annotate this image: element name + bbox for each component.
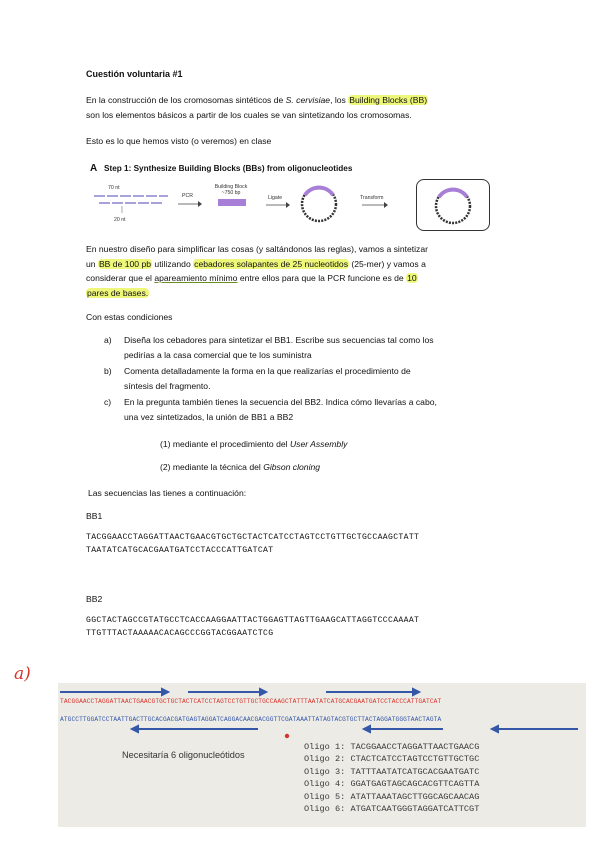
intro-text-3: son los elementos básicos a partir de los cuales se van sintetizando los cromosomas. — [86, 109, 412, 120]
question-marker: b) — [104, 366, 112, 376]
design-paragraph — [86, 242, 526, 300]
question-marker: c) — [104, 397, 112, 407]
sub-item-term: User Assembly — [289, 439, 348, 449]
pairs-highlight: pares de bases. — [87, 287, 149, 298]
oligo-label: Oligo 2: — [304, 754, 346, 765]
oligo-seq: ATATTAAATAGCTTGGCAGCAACAG — [350, 791, 480, 802]
oligo-row — [304, 753, 479, 765]
sub-item-2 — [160, 460, 320, 475]
design-text: entre ellos para que la PCR funcione es de — [237, 273, 407, 283]
intro-bb-term: Building Blocks (BB) — [349, 95, 428, 105]
label-pcr: PCR — [182, 193, 193, 199]
ten-highlight: 10 — [407, 273, 417, 283]
bb2-sequence — [86, 615, 419, 640]
label-70nt: 70 nt — [108, 185, 120, 191]
arrow-icon — [178, 201, 202, 207]
sub-item-text: (2) mediante la técnica del — [160, 462, 264, 472]
answer-marker: a) — [14, 664, 31, 684]
design-text: un — [86, 258, 98, 269]
oligo-seq: ATGATCAATGGGTAGGATCATTCGT — [350, 804, 480, 815]
figure-title: Step 1: Synthesize Building Blocks (BBs) from oligonucleotides — [104, 164, 353, 173]
oligo-count-note: Necesitaría 6 oligonucleótidos — [122, 750, 245, 760]
label-ligate: Ligate — [268, 195, 283, 201]
primer-arrows — [58, 683, 586, 743]
label-bp: ~750 bp — [221, 190, 241, 196]
question-text: En la pregunta también tienes la secuencia del BB2. Indica cómo llevarías a cabo, — [124, 397, 437, 407]
primers-highlight: cebadores solapantes de 25 nucleotidos — [194, 258, 348, 269]
design-text: utilizando — [152, 258, 194, 269]
oligo-seq: TATTTAATATCATGCACGAATGATC — [350, 766, 480, 777]
label-20nt: 20 nt — [114, 217, 126, 223]
question-list — [104, 333, 524, 424]
oligo-seq: GGATGAGTAGCAGCACGTTCAGTTA — [350, 779, 480, 790]
oligo-row — [304, 791, 479, 803]
oligo-row — [304, 803, 479, 815]
bb2-label: BB2 — [86, 594, 103, 604]
sub-item-1 — [160, 437, 347, 452]
bb2-line: GGCTACTAGCCGTATGCCTCACCAAGGAATTACTGGAGTTAGTTGAAGCATTAGGTCCCAAAAT — [86, 616, 420, 625]
design-text: considerar que el — [86, 273, 155, 283]
question-item — [104, 395, 524, 424]
oligo-row — [304, 741, 479, 753]
bb1-sequence — [86, 532, 419, 557]
label-transform: Transform — [360, 195, 384, 201]
conditions-text: Con estas condiciones — [86, 312, 173, 322]
bb1-line: TACGGAACCTAGGATTAACTGAACGTGCTGCTACTCATCCTAGTCCTGTTGCTGCCAAGCTATT — [86, 533, 420, 542]
design-line-1: En nuestro diseño para simplificar las cosas (y saltándonos las reglas), vamos a sintetizar — [86, 244, 428, 254]
bb1-label: BB1 — [86, 511, 103, 521]
oligo-label: Oligo 3: — [304, 766, 346, 777]
answer-photo — [58, 683, 586, 827]
oligo-label: Oligo 1: — [304, 742, 346, 752]
question-text: síntesis del fragmento. — [124, 380, 211, 391]
intro-text-1: En la construcción de los cromosomas sintéticos de — [86, 95, 286, 105]
question-item — [104, 364, 524, 393]
figure-a — [88, 163, 488, 235]
question-text: una vez sintetizados, la unión de BB1 a BB2 — [124, 411, 294, 422]
intro-text-2: , los — [330, 95, 349, 105]
question-text: Comenta detalladamente la forma en la que realizarías el procedimiento de — [124, 366, 411, 376]
page-title: Cuestión voluntaria #1 — [86, 69, 183, 79]
cell-icon — [416, 179, 490, 231]
label-building-block: Building Block — [214, 184, 248, 190]
overlap-underline: apareamiento mínimo — [154, 273, 238, 283]
intro-organism: S. cervisiae — [285, 95, 331, 105]
arrow-icon — [266, 202, 290, 208]
bb2-line: TTGTTTACTAAAAACACAGCCCGGTACGGAATCTCG — [86, 628, 274, 638]
question-text: pedirías a la casa comercial que te los suministra — [124, 349, 312, 360]
class-note: Esto es lo que hemos visto (o veremos) en clase — [86, 136, 272, 146]
oligo-row — [304, 778, 479, 790]
sub-item-term: Gibson cloning — [263, 462, 321, 472]
intro-paragraph — [86, 93, 526, 122]
oligo-label: Oligo 6: — [304, 804, 346, 815]
question-marker: a) — [104, 335, 112, 345]
oligo-list — [304, 741, 479, 815]
design-text: (25-mer) y vamos a — [349, 258, 426, 269]
mark-dot — [285, 734, 289, 738]
bb1-line: TAATATCATGCACGAATGATCCTACCCATTGATCAT — [86, 545, 274, 555]
top-strand: TACGGAACCTAGGATTAACTGAACGTGCTGCTACTCATCCTAGTCCTGTTGCTGCCAAGCTATTTAATATCATGCACGAATGATCCTACCCATTGATCAT — [60, 698, 442, 705]
question-text: Diseña los cebadores para sintetizar el BB1. Escribe sus secuencias tal como los — [124, 335, 434, 345]
sub-item-text: (1) mediante el procedimiento del — [160, 439, 290, 449]
oligo-label: Oligo 4: — [304, 779, 346, 790]
oligo-array — [92, 192, 170, 214]
bb-size-highlight: BB de 100 pb — [98, 258, 152, 269]
building-block-bar — [218, 199, 246, 206]
arrow-icon — [362, 202, 388, 208]
oligo-label: Oligo 5: — [304, 791, 346, 802]
oligo-seq: TACGGAACCTAGGATTAACTGAACG — [350, 742, 480, 752]
plasmid-icon — [294, 181, 344, 227]
sequences-intro: Las secuencias las tienes a continuación: — [88, 488, 247, 498]
bottom-strand: ATGCCTTGGATCCTAATTGACTTGCACGACGATGAGTAGGATCAGGACAACGACGGTTCGATAAATTATAGTACGTGCTTACTAGGATGGGTAACTAGTA — [60, 716, 442, 723]
figure-letter: A — [90, 163, 98, 174]
question-item — [104, 333, 524, 362]
oligo-row — [304, 766, 479, 778]
oligo-seq: CTACTCATCCTAGTCCTGTTGCTGC — [350, 754, 480, 765]
